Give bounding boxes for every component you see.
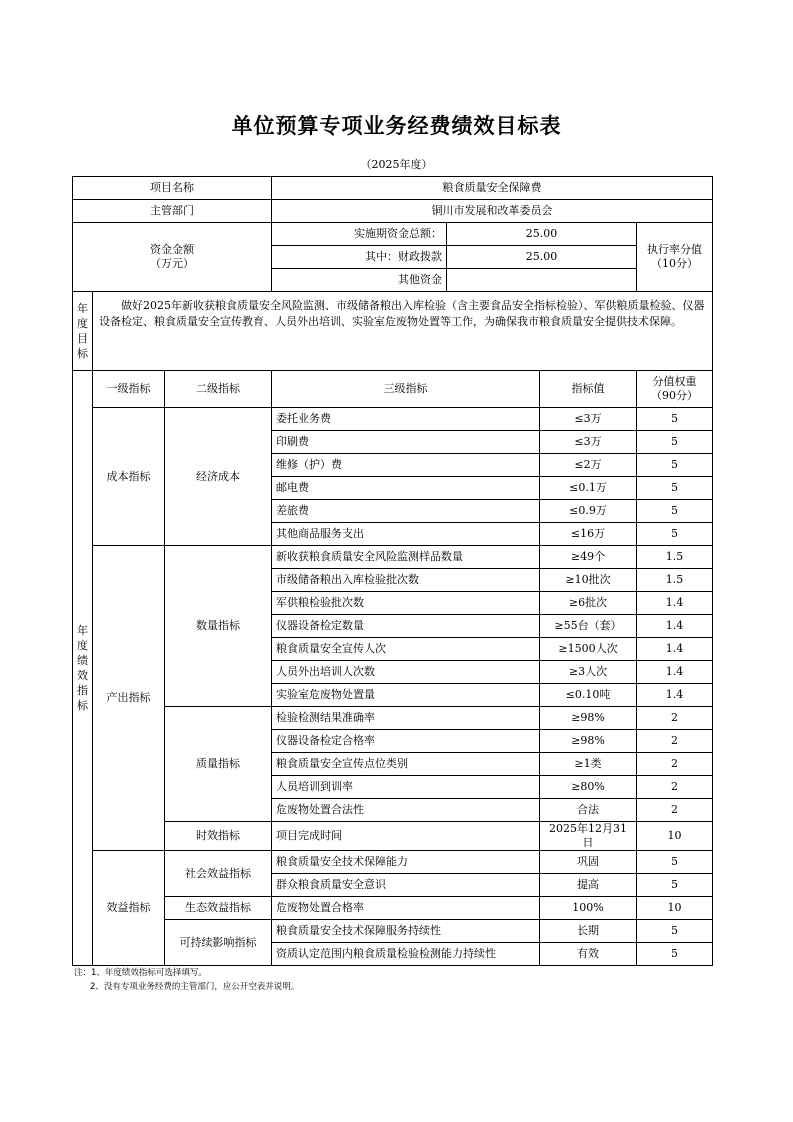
funds-label-line2: （万元） — [150, 257, 195, 270]
execution-rate-label-line1: 执行率分值 — [647, 243, 703, 256]
indicator-score: 2 — [637, 799, 713, 822]
total-funds-label: 实施期资金总额： — [272, 223, 447, 246]
indicator-name: 其他商品服务支出 — [272, 523, 540, 546]
indicator-name: 维修（护）费 — [272, 454, 540, 477]
indicator-row — [73, 546, 713, 569]
indicator-row — [73, 920, 713, 943]
indicator-value: ≥49个 — [540, 546, 637, 569]
indicator-score: 1.4 — [637, 638, 713, 661]
project-name-label: 项目名称 — [73, 177, 272, 200]
indicator-score: 10 — [637, 822, 713, 851]
indicator-name: 仪器设备检定数量 — [272, 615, 540, 638]
funds-label — [73, 223, 272, 292]
indicator-score: 1.4 — [637, 661, 713, 684]
indicator-score: 2 — [637, 730, 713, 753]
funds-total-row — [73, 223, 713, 246]
weight-header-line1: 分值权重 — [652, 375, 697, 388]
indicator-value: ≥1类 — [540, 753, 637, 776]
indicator-name: 粮食质量安全技术保障服务持续性 — [272, 920, 540, 943]
indicator-row — [73, 822, 713, 851]
indicator-value: ≤16万 — [540, 523, 637, 546]
indicator-name: 群众粮食质量安全意识 — [272, 874, 540, 897]
annual-performance-label: 年度绩效指标 — [73, 371, 93, 966]
indicator-score: 1.4 — [637, 592, 713, 615]
indicator-name: 军供粮检验批次数 — [272, 592, 540, 615]
indicator-name: 粮食质量安全技术保障能力 — [272, 851, 540, 874]
indicator-value: ≤3万 — [540, 408, 637, 431]
indicator-value: 100% — [540, 897, 637, 920]
indicator-name: 危废物处置合格率 — [272, 897, 540, 920]
indicator-score: 5 — [637, 943, 713, 966]
economic-cost-label: 经济成本 — [165, 408, 272, 546]
indicator-value: ≥98% — [540, 707, 637, 730]
indicator-score: 5 — [637, 477, 713, 500]
project-name-value: 粮食质量安全保障费 — [272, 177, 713, 200]
indicator-name: 粮食质量安全宣传点位类别 — [272, 753, 540, 776]
indicator-name: 印刷费 — [272, 431, 540, 454]
indicator-value: ≥1500人次 — [540, 638, 637, 661]
level3-header: 三级指标 — [272, 371, 540, 408]
annual-goal-label: 年度目标 — [73, 292, 93, 371]
indicator-value: ≥3人次 — [540, 661, 637, 684]
weight-header — [637, 371, 713, 408]
execution-rate-label-line2: （10分） — [651, 257, 699, 270]
annual-goal-text: 做好2025年新收获粮食质量安全风险监测、市级储备粮出入库检验（含主要食品安全指标检验）、军供粮质量检验、仪器设备检定、粮食质量安全宣传教育、人员外出培训、实验室危废物处置等工作，为确保我市粮食质量安全提供技术保障。 — [93, 292, 713, 371]
indicator-value: ≥98% — [540, 730, 637, 753]
indicator-score: 1.5 — [637, 569, 713, 592]
indicator-name: 人员培训到训率 — [272, 776, 540, 799]
indicator-score: 5 — [637, 874, 713, 897]
indicator-score: 5 — [637, 454, 713, 477]
execution-rate-score — [637, 223, 713, 292]
target-value-header: 指标值 — [540, 371, 637, 408]
funds-label-line1: 资金金额 — [150, 243, 195, 256]
indicator-value: ≥10批次 — [540, 569, 637, 592]
indicator-name: 邮电费 — [272, 477, 540, 500]
indicator-score: 5 — [637, 920, 713, 943]
indicator-score: 2 — [637, 776, 713, 799]
project-name-row — [73, 177, 713, 200]
indicator-header-row — [73, 371, 713, 408]
indicator-score: 1.4 — [637, 615, 713, 638]
indicator-value: ≤2万 — [540, 454, 637, 477]
indicator-value: ≥6批次 — [540, 592, 637, 615]
social-benefit-label: 社会效益指标 — [165, 851, 272, 897]
indicator-score: 2 — [637, 707, 713, 730]
indicator-score: 5 — [637, 500, 713, 523]
indicator-score: 5 — [637, 431, 713, 454]
quantity-indicator-label: 数量指标 — [165, 546, 272, 707]
department-label: 主管部门 — [73, 200, 272, 223]
indicator-name: 仪器设备检定合格率 — [272, 730, 540, 753]
indicator-score: 1.4 — [637, 684, 713, 707]
indicator-name: 危废物处置合法性 — [272, 799, 540, 822]
indicator-name: 人员外出培训人次数 — [272, 661, 540, 684]
indicator-value: ≤3万 — [540, 431, 637, 454]
cost-indicator-label: 成本指标 — [93, 408, 165, 546]
benefit-indicator-label: 效益指标 — [93, 851, 165, 966]
ecological-benefit-label: 生态效益指标 — [165, 897, 272, 920]
indicator-score: 10 — [637, 897, 713, 920]
footnote-1: 注：1、年度绩效指标可选择填写。 — [74, 968, 207, 978]
performance-target-table — [72, 176, 713, 966]
indicator-score: 1.5 — [637, 546, 713, 569]
indicator-score: 5 — [637, 523, 713, 546]
annual-goal-row — [73, 292, 713, 371]
indicator-score: 2 — [637, 753, 713, 776]
fiscal-funds-label: 其中：财政拨款 — [272, 246, 447, 269]
department-value: 铜川市发展和改革委员会 — [272, 200, 713, 223]
level1-header: 一级指标 — [93, 371, 165, 408]
indicator-name: 资质认定范围内粮食质量检验检测能力持续性 — [272, 943, 540, 966]
quality-indicator-label: 质量指标 — [165, 707, 272, 822]
indicator-name: 粮食质量安全宣传人次 — [272, 638, 540, 661]
level2-header: 二级指标 — [165, 371, 272, 408]
budget-year: （2025年度） — [360, 158, 433, 171]
indicator-name: 市级储备粮出入库检验批次数 — [272, 569, 540, 592]
indicator-row — [73, 897, 713, 920]
indicator-value: ≥55台（套） — [540, 615, 637, 638]
other-funds-value — [447, 269, 637, 292]
indicator-name: 检验检测结果准确率 — [272, 707, 540, 730]
footnote-2: 2、没有专项业务经费的主管部门，应公开空表并说明。 — [90, 982, 300, 992]
indicator-row — [73, 851, 713, 874]
indicator-value: 有效 — [540, 943, 637, 966]
page-title: 单位预算专项业务经费绩效目标表 — [231, 114, 562, 138]
indicator-score: 5 — [637, 408, 713, 431]
indicator-value: ≤0.9万 — [540, 500, 637, 523]
indicator-value: 长期 — [540, 920, 637, 943]
other-funds-label: 其他资金 — [272, 269, 447, 292]
weight-header-line2: （90分） — [651, 389, 699, 402]
footnotes — [74, 966, 299, 994]
fiscal-funds-value: 25.00 — [447, 246, 637, 269]
indicator-value: 合法 — [540, 799, 637, 822]
output-indicator-label: 产出指标 — [93, 546, 165, 851]
indicator-name: 新收获粮食质量安全风险监测样品数量 — [272, 546, 540, 569]
department-row — [73, 200, 713, 223]
timeliness-indicator-label: 时效指标 — [165, 822, 272, 851]
total-funds-value: 25.00 — [447, 223, 637, 246]
indicator-name: 项目完成时间 — [272, 822, 540, 851]
indicator-value: ≥80% — [540, 776, 637, 799]
indicator-row — [73, 408, 713, 431]
indicator-value: 2025年12月31日 — [540, 822, 637, 851]
sustainable-impact-label: 可持续影响指标 — [165, 920, 272, 966]
indicator-value: ≤0.10吨 — [540, 684, 637, 707]
indicator-row — [73, 707, 713, 730]
indicator-value: 提高 — [540, 874, 637, 897]
indicator-name: 实验室危废物处置量 — [272, 684, 540, 707]
indicator-score: 5 — [637, 851, 713, 874]
indicator-value: 巩固 — [540, 851, 637, 874]
indicator-name: 委托业务费 — [272, 408, 540, 431]
indicator-name: 差旅费 — [272, 500, 540, 523]
indicator-value: ≤0.1万 — [540, 477, 637, 500]
